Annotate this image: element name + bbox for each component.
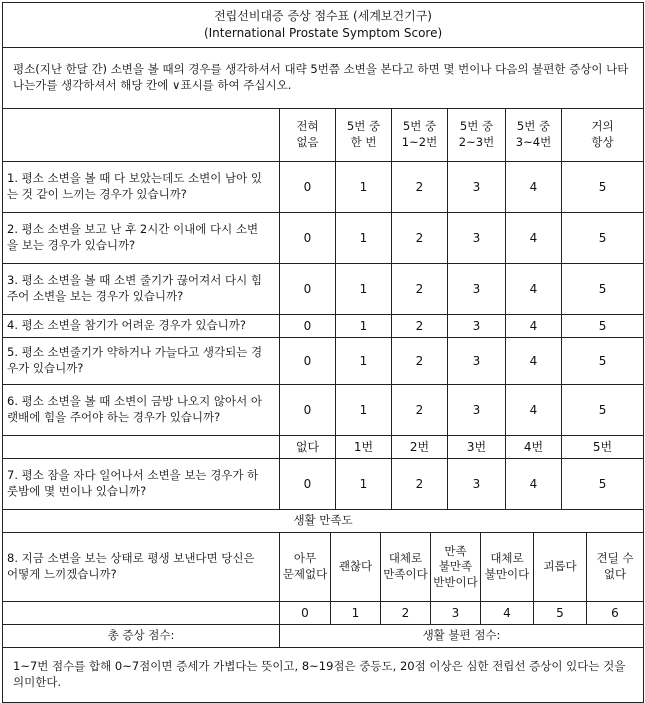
question-text: 7. 평소 잠을 자다 일어나서 소변을 보는 경우가 하룻밤에 몇 번이나 있습니까? (3, 459, 280, 510)
quality-of-life-table (2, 532, 644, 703)
question-text: 1. 평소 소변을 볼 때 다 보았는데도 소변이 남아 있는 것 같이 느끼는 경우가 있습니까? (3, 162, 280, 213)
qol-option-3: 만족 불만족 반반이다 (431, 533, 481, 602)
totals-row (3, 625, 644, 648)
qol-score-cell[interactable]: 1 (331, 602, 381, 625)
qol-score-cell[interactable]: 2 (381, 602, 431, 625)
score-cell[interactable]: 0 (280, 459, 336, 510)
score-cell[interactable]: 0 (280, 264, 336, 315)
score-cell[interactable]: 4 (506, 162, 562, 213)
qol-score-row (3, 602, 644, 625)
score-cell[interactable]: 1 (336, 162, 392, 213)
score-cell[interactable]: 1 (336, 385, 392, 436)
nocturia-header: 없다 (280, 436, 336, 459)
header-once: 5번 중 한 번 (336, 109, 392, 162)
score-cell[interactable]: 3 (448, 315, 506, 338)
header-blank (3, 109, 280, 162)
score-cell[interactable]: 1 (336, 338, 392, 385)
nocturia-header: 1번 (336, 436, 392, 459)
score-cell[interactable]: 2 (392, 385, 448, 436)
qol-option-0: 아무 문제없다 (280, 533, 331, 602)
score-cell[interactable]: 3 (448, 264, 506, 315)
qol-option-5: 괴롭다 (534, 533, 587, 602)
score-cell[interactable]: 2 (392, 264, 448, 315)
form-title (3, 3, 644, 48)
qol-option-6: 견딜 수 없다 (587, 533, 644, 602)
score-cell[interactable]: 5 (562, 338, 644, 385)
score-cell[interactable]: 0 (280, 315, 336, 338)
title-english: (International Prostate Symptom Score) (203, 26, 443, 40)
score-cell[interactable]: 3 (448, 213, 506, 264)
score-cell[interactable]: 4 (506, 264, 562, 315)
interpretation-note: 1~7번 점수를 합해 0~7점이면 증세가 가볍다는 뜻이고, 8~19점은 중등도, 20점 이상은 심한 전립선 증상이 있다는 것을 의미한다. (3, 648, 644, 703)
total-life-discomfort-score[interactable]: 생활 불편 점수: (280, 625, 644, 648)
header-blank (3, 602, 280, 625)
question-row-2 (3, 213, 644, 264)
score-cell[interactable]: 1 (336, 264, 392, 315)
score-cell[interactable]: 3 (448, 338, 506, 385)
nocturia-header: 3번 (448, 436, 506, 459)
score-cell[interactable]: 0 (280, 338, 336, 385)
qol-option-2: 대체로 만족이다 (381, 533, 431, 602)
score-cell[interactable]: 3 (448, 385, 506, 436)
question-text: 5. 평소 소변줄기가 약하거나 가늘다고 생각되는 경우가 있습니까? (3, 338, 280, 385)
nocturia-header: 4번 (506, 436, 562, 459)
qol-score-cell[interactable]: 0 (280, 602, 331, 625)
header-2-3: 5번 중 2~3번 (448, 109, 506, 162)
score-cell[interactable]: 0 (280, 213, 336, 264)
score-cell[interactable]: 4 (506, 385, 562, 436)
question-text: 4. 평소 소변을 참기가 어려운 경우가 있습니까? (3, 315, 280, 338)
score-cell[interactable]: 5 (562, 213, 644, 264)
total-symptom-score[interactable]: 총 증상 점수: (3, 625, 280, 648)
score-cell[interactable]: 2 (392, 459, 448, 510)
qol-score-cell[interactable]: 4 (481, 602, 534, 625)
header-always: 거의 항상 (562, 109, 644, 162)
question-row-3 (3, 264, 644, 315)
score-cell[interactable]: 1 (336, 315, 392, 338)
frequency-header-row (3, 109, 644, 162)
question-row-6 (3, 385, 644, 436)
score-cell[interactable]: 2 (392, 213, 448, 264)
score-cell[interactable]: 3 (448, 459, 506, 510)
nocturia-header: 5번 (562, 436, 644, 459)
header-1-2: 5번 중 1~2번 (392, 109, 448, 162)
question-row-5 (3, 338, 644, 385)
ipss-table (2, 2, 644, 533)
qol-score-cell[interactable]: 3 (431, 602, 481, 625)
question-text: 8. 지금 소변을 보는 상태로 평생 보낸다면 당신은 어떻게 느끼겠습니까? (3, 533, 280, 602)
score-cell[interactable]: 4 (506, 459, 562, 510)
score-cell[interactable]: 4 (506, 338, 562, 385)
header-3-4: 5번 중 3~4번 (506, 109, 562, 162)
nocturia-header-row (3, 436, 644, 459)
score-cell[interactable]: 0 (280, 385, 336, 436)
instructions: 평소(지난 한달 간) 소변을 볼 때의 경우를 생각하셔서 대략 5번쯤 소변을 본다고 하면 몇 번이나 다음의 불편한 증상이 나타나는가를 생각하셔서 해당 칸에 ∨표시를 하여 주십시오. (3, 48, 644, 109)
score-cell[interactable]: 1 (336, 213, 392, 264)
question-text: 3. 평소 소변을 볼 때 소변 줄기가 끊어져서 다시 힘주어 소변을 보는 경우가 있습니까? (3, 264, 280, 315)
score-cell[interactable]: 3 (448, 162, 506, 213)
qol-score-cell[interactable]: 6 (587, 602, 644, 625)
header-blank (3, 436, 280, 459)
question-row-4 (3, 315, 644, 338)
header-never: 전혀 없음 (280, 109, 336, 162)
qol-option-4: 대체로 불만이다 (481, 533, 534, 602)
question-row-1 (3, 162, 644, 213)
score-cell[interactable]: 5 (562, 459, 644, 510)
score-cell[interactable]: 2 (392, 315, 448, 338)
question-row-8 (3, 533, 644, 602)
question-text: 2. 평소 소변을 보고 난 후 2시간 이내에 다시 소변을 보는 경우가 있습니까? (3, 213, 280, 264)
section-life-satisfaction: 생활 만족도 (3, 510, 644, 533)
question-row-7 (3, 459, 644, 510)
score-cell[interactable]: 2 (392, 338, 448, 385)
ipss-form (2, 2, 643, 689)
score-cell[interactable]: 1 (336, 459, 392, 510)
score-cell[interactable]: 5 (562, 315, 644, 338)
score-cell[interactable]: 0 (280, 162, 336, 213)
question-text: 6. 평소 소변을 볼 때 소변이 금방 나오지 않아서 아랫배에 힘을 주어야 하는 경우가 있습니까? (3, 385, 280, 436)
score-cell[interactable]: 5 (562, 162, 644, 213)
score-cell[interactable]: 4 (506, 315, 562, 338)
score-cell[interactable]: 5 (562, 385, 644, 436)
title-korean: 전립선비대증 증상 점수표 (세계보건기구) (214, 8, 432, 23)
score-cell[interactable]: 5 (562, 264, 644, 315)
qol-option-1: 괜찮다 (331, 533, 381, 602)
score-cell[interactable]: 2 (392, 162, 448, 213)
score-cell[interactable]: 4 (506, 213, 562, 264)
qol-score-cell[interactable]: 5 (534, 602, 587, 625)
nocturia-header: 2번 (392, 436, 448, 459)
